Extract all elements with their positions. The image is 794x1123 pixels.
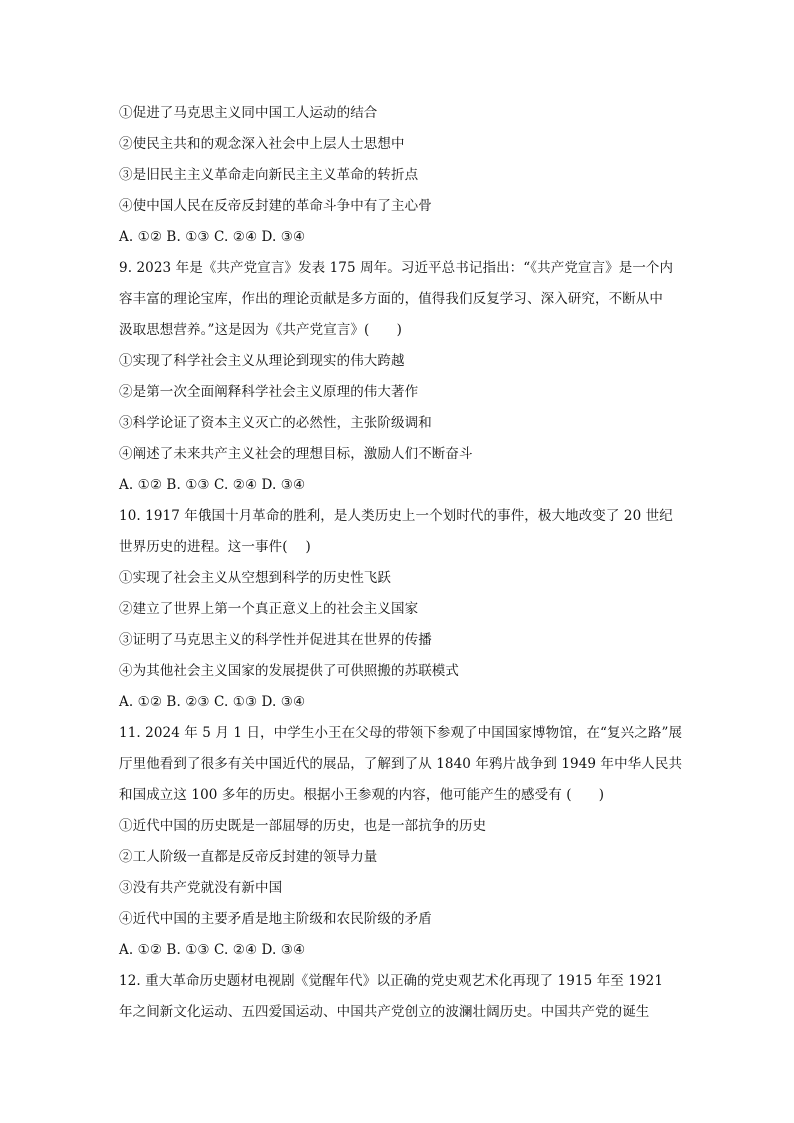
- q11-option-3: ③没有共产党就没有新中国: [119, 880, 283, 896]
- q11-answers: A. ①② B. ①③ C. ②④ D. ③④: [119, 942, 306, 958]
- q10-stem-line-1: 10. 1917 年俄国十月革命的胜利，是人类历史上一个划时代的事件，极大地改变了 20 世纪: [119, 508, 673, 524]
- q12-stem-line-2: 年之间新文化运动、五四爱国运动、中国共产党创立的波澜壮阔历史。中国共产党的诞生: [119, 1004, 650, 1020]
- q8-option-2: ②使民主共和的观念深入社会中上层人士思想中: [119, 136, 405, 152]
- q12-stem-line-1: 12. 重大革命历史题材电视剧《觉醒年代》以正确的党史观艺术化再现了 1915 年至 1921: [119, 973, 664, 989]
- q8-option-1: ①促进了马克思主义同中国工人运动的结合: [119, 105, 378, 121]
- q11-stem-line-3: 和国成立这 100 多年的历史。根据小王参观的内容，他可能产生的感受有 ( ): [119, 787, 605, 803]
- q8-answers: A. ①② B. ①③ C. ②④ D. ③④: [119, 229, 306, 245]
- q9-stem-line-2: 容丰富的理论宝库，作出的理论贡献是多方面的，值得我们反复学习、深入研究，不断从中: [119, 291, 663, 307]
- q11-stem-line-1: 11. 2024 年 5 月 1 日，中学生小王在父母的带领下参观了中国国家博物馆，在“复兴之路”展: [119, 725, 683, 741]
- q11-option-1: ①近代中国的历史既是一部屈辱的历史，也是一部抗争的历史: [119, 818, 487, 834]
- q9-stem-line-3: 汲取思想营养。”这是因为《共产党宣言》( ): [119, 322, 402, 338]
- q10-option-3: ③证明了马克思主义的科学性并促进其在世界的传播: [119, 632, 432, 648]
- q10-option-2: ②建立了世界上第一个真正意义上的社会主义国家: [119, 601, 419, 617]
- q9-answers: A. ①② B. ①③ C. ②④ D. ③④: [119, 477, 306, 493]
- q8-option-4: ④使中国人民在反帝反封建的革命斗争中有了主心骨: [119, 198, 432, 214]
- q9-option-2: ②是第一次全面阐释科学社会主义原理的伟大著作: [119, 384, 419, 400]
- q11-stem-line-2: 厅里他看到了很多有关中国近代的展品，了解到了从 1840 年鸦片战争到 1949 年中华人民共: [119, 756, 683, 772]
- q11-option-2: ②工人阶级一直都是反帝反封建的领导力量: [119, 849, 378, 865]
- q10-stem-line-2: 世界历史的进程。这一事件( ): [119, 539, 311, 555]
- q10-option-1: ①实现了社会主义从空想到科学的历史性飞跃: [119, 570, 391, 586]
- q10-option-4: ④为其他社会主义国家的发展提供了可供照搬的苏联模式: [119, 663, 459, 679]
- q9-option-3: ③科学论证了资本主义灭亡的必然性，主张阶级调和: [119, 415, 432, 431]
- q9-stem-line-1: 9. 2023 年是《共产党宣言》发表 175 周年。习近平总书记指出：“《共产党宣言》是一个内: [119, 260, 674, 276]
- q10-answers: A. ①② B. ②③ C. ①③ D. ③④: [119, 694, 306, 710]
- q9-option-1: ①实现了科学社会主义从理论到现实的伟大跨越: [119, 353, 405, 369]
- q9-option-4: ④阐述了未来共产主义社会的理想目标，激励人们不断奋斗: [119, 446, 473, 462]
- q11-option-4: ④近代中国的主要矛盾是地主阶级和农民阶级的矛盾: [119, 911, 432, 927]
- q8-option-3: ③是旧民主主义革命走向新民主主义革命的转折点: [119, 167, 419, 183]
